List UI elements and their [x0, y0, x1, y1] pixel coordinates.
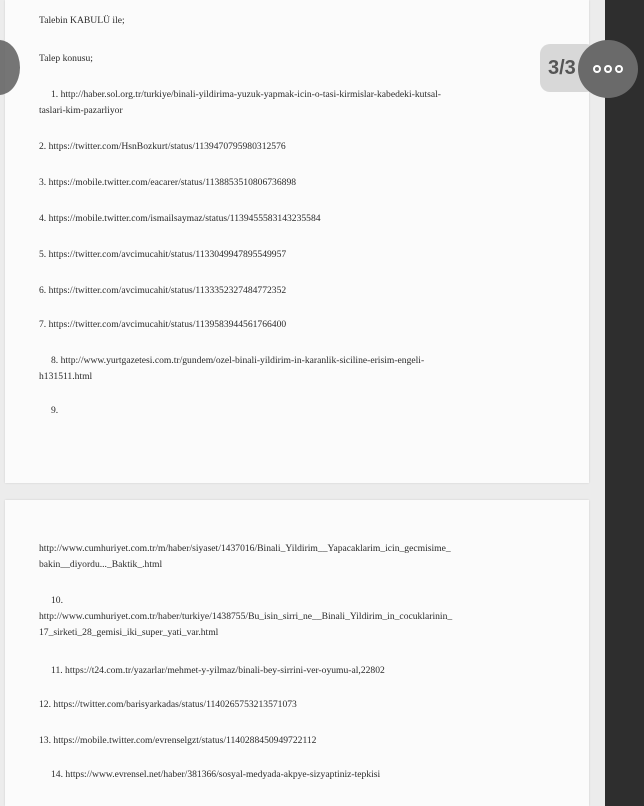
link-line[interactable]: 8. http://www.yurtgazetesi.com.tr/gundem/ozel-binali-yildirim-in-karanlik-siciline-erisim-engeli-: [51, 355, 425, 366]
page-counter: 3/3: [540, 44, 596, 92]
viewer-side-band: [605, 0, 644, 806]
text-line: Talebin KABULÜ ile;: [39, 15, 125, 26]
text-line: 10.: [51, 595, 63, 606]
link-line[interactable]: 6. https://twitter.com/avcimucahit/status/1133352327484772352: [39, 285, 287, 296]
link-line[interactable]: h131511.html: [39, 371, 93, 382]
link-line[interactable]: bakin__diyordu..._Baktik_.html: [39, 559, 163, 570]
link-line[interactable]: taslari-kim-pazarliyor: [39, 105, 123, 116]
link-line[interactable]: 12. https://twitter.com/barisyarkadas/status/1140265753213571073: [39, 699, 297, 710]
link-line[interactable]: 14. https://www.evrensel.net/haber/381366/sosyal-medyada-akpye-sizyaptiniz-tepkisi: [51, 769, 381, 780]
document-page-2: [5, 500, 589, 806]
more-horizontal-icon: [593, 65, 601, 73]
link-line[interactable]: 5. https://twitter.com/avcimucahit/status/1133049947895549957: [39, 249, 287, 260]
link-line[interactable]: 17_sirketi_28_gemisi_iki_super_yati_var.html: [39, 627, 219, 638]
link-line[interactable]: 11. https://t24.com.tr/yazarlar/mehmet-y-yilmaz/binali-bey-sirrini-ver-oyumu-al,22802: [51, 665, 385, 676]
more-horizontal-icon: [604, 65, 612, 73]
text-line: Talep konusu;: [39, 53, 93, 64]
link-line[interactable]: 7. https://twitter.com/avcimucahit/status/1139583944561766400: [39, 319, 287, 330]
link-line[interactable]: http://www.cumhuriyet.com.tr/haber/turkiye/1438755/Bu_isin_sirri_ne__Binali_Yildirim_in_cocuklarinin_: [39, 611, 453, 622]
link-line[interactable]: 1. http://haber.sol.org.tr/turkiye/binali-yildirima-yuzuk-yapmak-icin-o-tasi-kirmislar-kabedeki-kutsal-: [51, 89, 441, 100]
document-page-1: [5, 0, 589, 483]
more-horizontal-icon: [615, 65, 623, 73]
link-line[interactable]: 2. https://twitter.com/HsnBozkurt/status/1139470795980312576: [39, 141, 286, 152]
more-options-button[interactable]: [578, 40, 638, 98]
link-line[interactable]: 4. https://mobile.twitter.com/ismailsaymaz/status/1139455583143235584: [39, 213, 321, 224]
link-line[interactable]: 13. https://mobile.twitter.com/evrenselgzt/status/1140288450949722112: [39, 735, 317, 746]
link-line[interactable]: http://www.cumhuriyet.com.tr/m/haber/siyaset/1437016/Binali_Yildirim__Yapacaklarim_icin_gecmisime_: [39, 543, 451, 554]
text-line: 9.: [51, 405, 59, 416]
link-line[interactable]: 3. https://mobile.twitter.com/eacarer/status/1138853510806736898: [39, 177, 297, 188]
